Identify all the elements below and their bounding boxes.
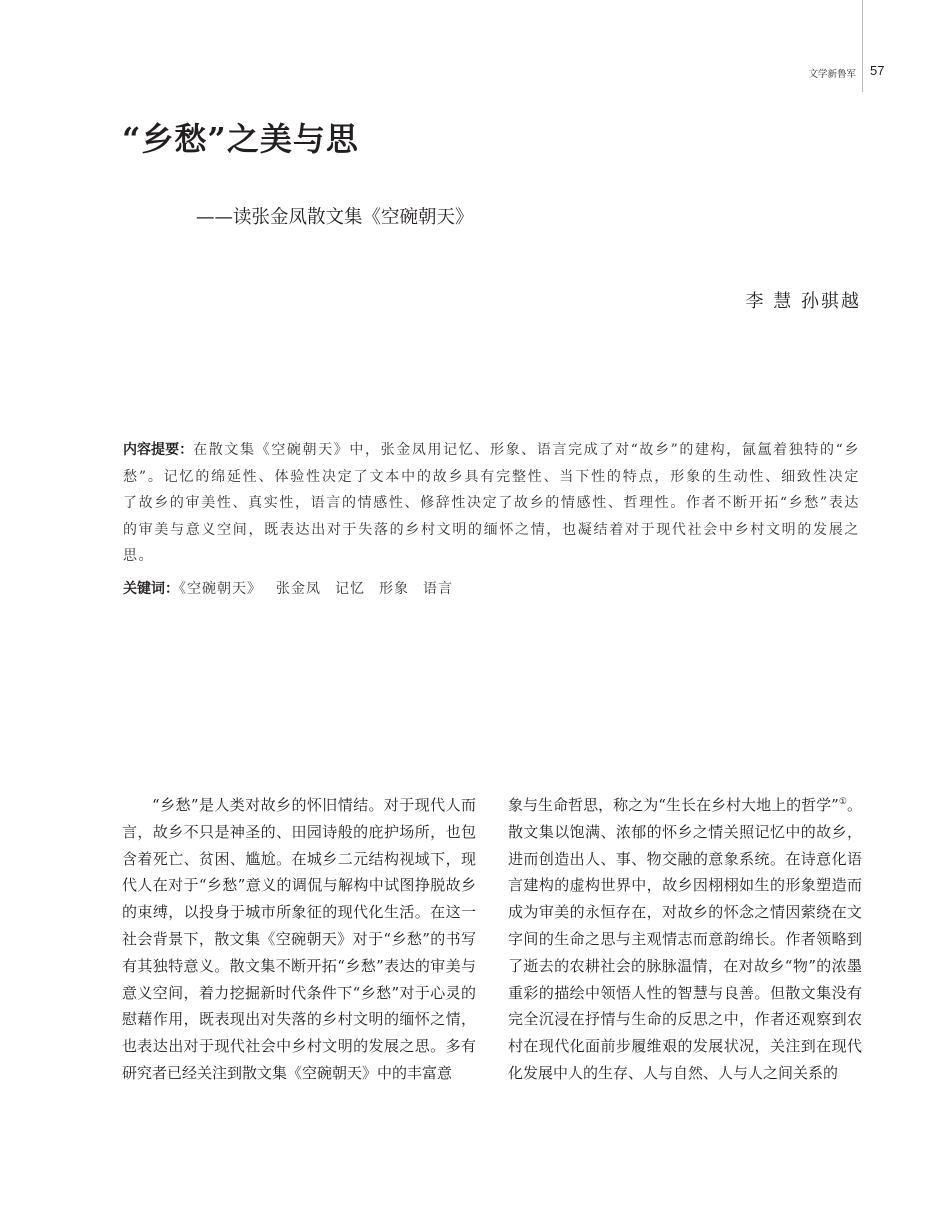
article-title: “乡愁”之美与思 — [122, 120, 359, 158]
keyword-item: 记忆 — [335, 581, 365, 597]
keyword-item: 形象 — [379, 581, 409, 597]
footnote-marker[interactable]: ① — [838, 797, 847, 807]
article-subtitle: ——读张金凤散文集《空碗朝天》 — [196, 207, 474, 228]
running-header-journal: 文学新鲁军 — [808, 69, 856, 80]
keywords-label: 关键词： — [123, 581, 179, 597]
page-number: 57 — [870, 63, 885, 78]
abstract-text: 在散文集《空碗朝天》中，张金凤用记忆、形象、语言完成了对“故乡”的建构，氤氲着独特的“乡愁”。记忆的绵延性、体验性决定了文本中的故乡具有完整性、当下性的特点，形象的生动性、细致性决定了故乡的审美性、真实性，语言的情感性、修辞性决定了故乡的情感性、哲理性。作者不断开拓“乡愁”表达的审美与意义空间，既表达出对于失落的乡村文明的缅怀之情，也凝结着对于现代社会中乡村文明的发展之思。 — [123, 442, 861, 564]
header-divider — [862, 0, 863, 92]
body-column-left — [122, 792, 476, 1087]
body-text: 。散文集以饱满、浓郁的怀乡之情关照记忆中的故乡，进而创造出人、事、物交融的意象系统。在诗意化语言建构的虚构世界中，故乡因栩栩如生的形象塑造而成为审美的永恒存在，对故乡的怀念之情因萦绕在文字间的生命之思与主观情志而意韵绵长。作者领略到了逝去的农耕社会的脉脉温情，在对故乡“物”的浓墨重彩的描绘中领悟人性的智慧与良善。但散文集没有完全沉浸在抒情与生命的反思之中，作者还观察到农村在现代化面前步履维艰的发展状况，关注到在现代化发展中人的生存、人与自然、人与人之间关系的 — [508, 796, 862, 1082]
article-authors: 李 慧 孙骐越 — [745, 291, 861, 312]
body-column-right — [508, 792, 862, 1087]
abstract — [123, 437, 860, 570]
keyword-item: 《空碗朝天》 — [179, 581, 262, 597]
body-text: 象与生命哲思，称之为“生长在乡村大地上的哲学” — [508, 796, 839, 814]
body-paragraph: “乡愁”是人类对故乡的怀旧情结。对于现代人而言，故乡不只是神圣的、田园诗般的庇护场所，也包含着死亡、贫困、尴尬。在城乡二元结构视域下，现代人在对于“乡愁”意义的调侃与解构中试图挣脱故乡的束缚，以投身于城市所象征的现代化生活。在这一社会背景下，散文集《空碗朝天》对于“乡愁”的书写有其独特意义。散文集不断开拓“乡愁”表达的审美与意义空间，着力挖掘新时代条件下“乡愁”对于心灵的慰藉作用，既表现出对失落的乡村文明的缅怀之情，也表达出对于现代社会中乡村文明的发展之思。多有研究者已经关注到散文集《空碗朝天》中的丰富意 — [122, 796, 476, 1082]
body-paragraph-continued — [508, 792, 862, 1087]
keywords — [123, 576, 860, 602]
keyword-item: 张金凤 — [276, 581, 321, 597]
abstract-label: 内容提要： — [123, 442, 194, 458]
keyword-item: 语言 — [423, 581, 453, 597]
